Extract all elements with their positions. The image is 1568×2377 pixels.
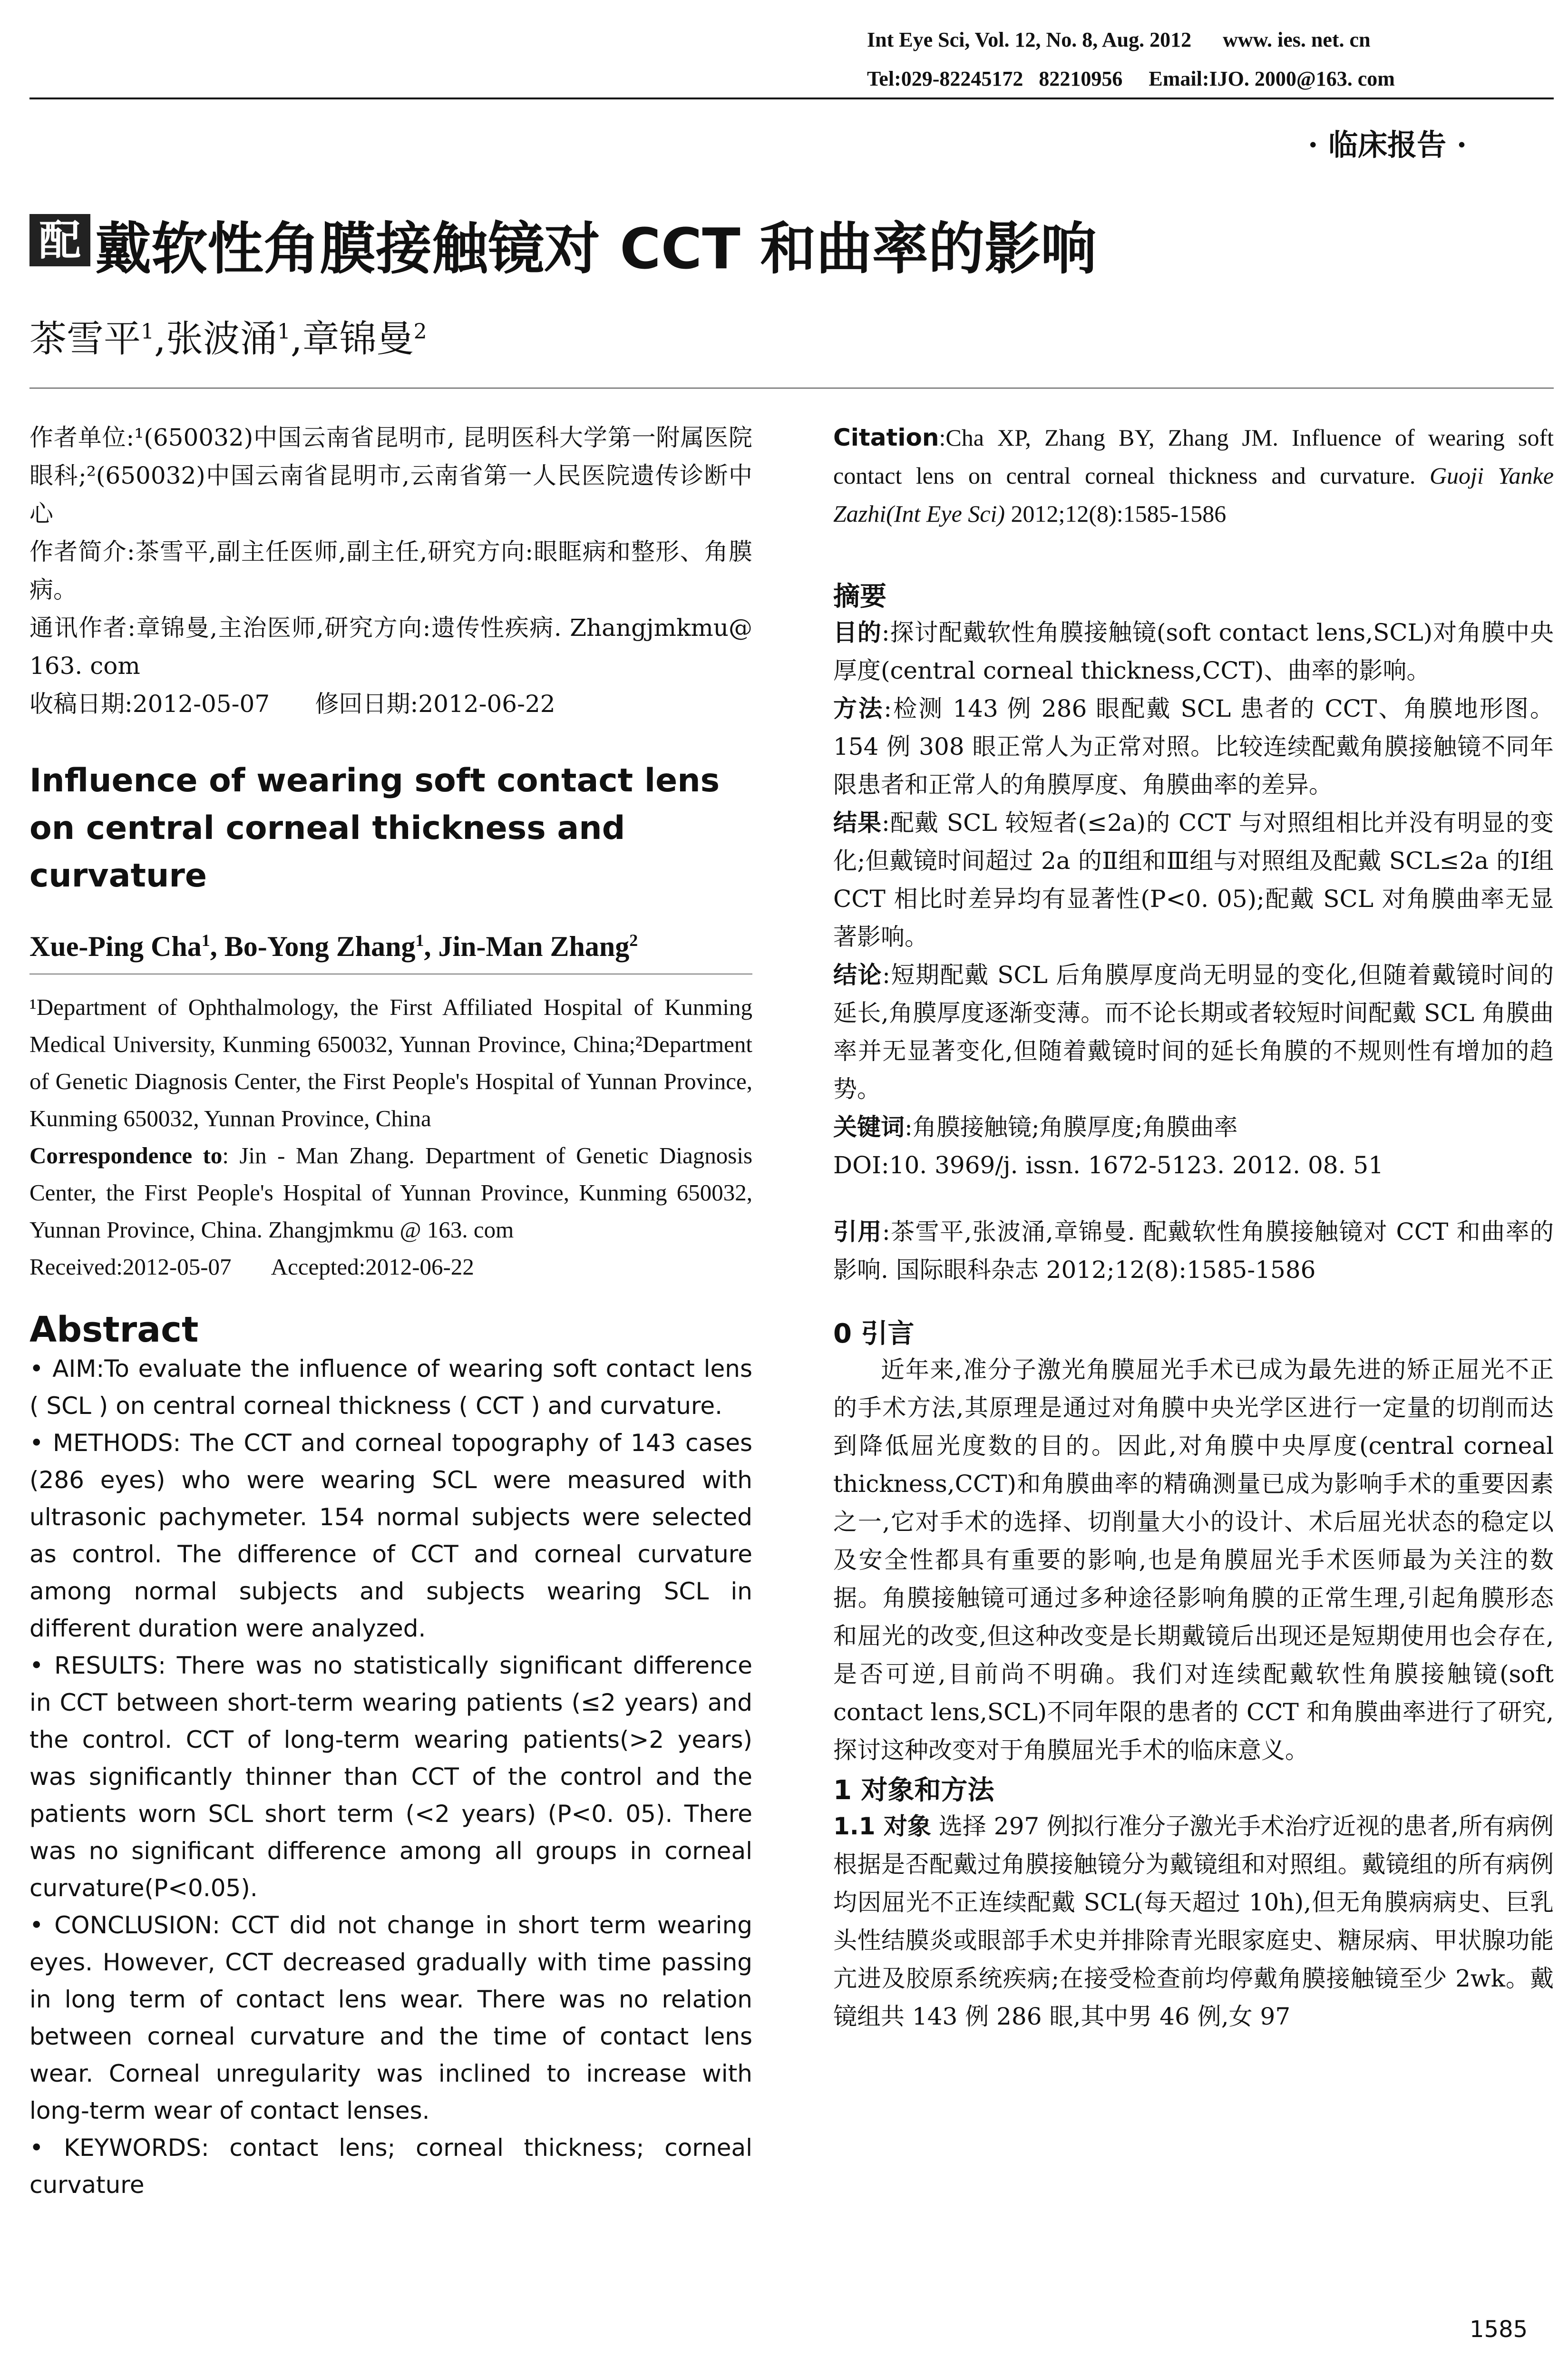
article-title: 戴软性角膜接触镜对 CCT 和曲率的影响 <box>95 216 1097 282</box>
en-author-3-sup: 2 <box>629 931 638 950</box>
author-sep: , <box>290 318 302 360</box>
correspondence-text: : Jin - Man Zhang. Department of Genetic Diagnosis Center, the First People's Hospital of Yunnan Province, Kunming 650032, Yunnan Province, China. Zhangjmkmu @ 163. com <box>29 1142 753 1243</box>
en-author-2-sup: 1 <box>415 931 424 950</box>
title-initial-box: 配 <box>29 214 90 266</box>
subjects-text <box>833 1807 1554 2036</box>
abstract-heading: Abstract <box>29 1309 199 1350</box>
purpose-text: :探讨配戴软性角膜接触镜(soft contact lens,SCL)对角膜中央厚度(central corneal thickness,CCT)、曲率的影响。 <box>833 619 1554 684</box>
authors-rule <box>29 963 752 974</box>
en-author-1-sup: 1 <box>201 931 210 950</box>
en-author-1: Xue-Ping Cha <box>29 931 202 962</box>
doi: DOI:10. 3969/j. issn. 1672-5123. 2012. 08. 51 <box>833 1151 1384 1179</box>
subjects-label: 1.1 对象 <box>833 1812 931 1840</box>
author-2-sup: 1 <box>277 320 291 344</box>
correspondence-cn: 通讯作者:章锦曼,主治医师,研究方向:遗传性疾病. Zhangjmkmu@ 163. com <box>29 614 752 680</box>
result-text: :配戴 SCL 较短者(≤2a)的 CCT 与对照组相比并没有明显的变化;但戴镜时间超过 2a 的Ⅱ组和Ⅲ组与对照组及配戴 SCL≤2a 的Ⅰ组 CCT 相比时差异均有显著性(P<0. 05);配戴 SCL 对角膜曲率无显著影响。 <box>833 809 1554 951</box>
author-3-sup: 2 <box>413 320 427 344</box>
abstract-results: • RESULTS: There was no statistically significant difference in CCT between short-term wearing patients (≤2 years) and the control. CCT of long-term wearing patients(>2 years) was significantly thinner than CCT of the control and the patients worn SCL short term (<2 years) (P<0. 05). There was no significant difference among all groups in corneal curvature(P<0.05). <box>29 1652 752 1902</box>
abstract-cn-purpose <box>833 614 1554 690</box>
citation-en <box>833 419 1554 533</box>
en-author-2: Bo-Yong Zhang <box>224 931 416 962</box>
author-2: 张波涌 <box>166 318 277 360</box>
keywords-text: :角膜接触镜;角膜厚度;角膜曲率 <box>905 1113 1238 1141</box>
en-author-3: Jin-Man Zhang <box>438 931 630 962</box>
abstract-cn-keywords <box>833 1108 1554 1146</box>
author-1: 茶雪平 <box>29 318 141 360</box>
conclusion-label: 结论 <box>833 961 883 989</box>
author-1-sup: 1 <box>141 320 155 344</box>
author-3: 章锦曼 <box>302 318 414 360</box>
method-label: 方法 <box>833 695 884 722</box>
abstract-methods: • METHODS: The CCT and corneal topography of 143 cases (286 eyes) who were wearing SCL were measured with ultrasonic pachymeter. 154 normal subjects were selected as control. The difference of CCT and corneal curvature among normal subjects and subjects wearing SCL in different duration were analyzed. <box>29 1429 752 1642</box>
english-authors: Xue-Ping Cha$^1$, Bo-Yong Zhang$^1$, Jin-Man Zhang$^2$ <box>29 931 638 962</box>
citation-tail: 2012;12(8):1585-1586 <box>1011 500 1227 527</box>
abstract-aim: • AIM:To evaluate the influence of wearing soft contact lens ( SCL ) on central corneal thickness ( CCT ) and curvature. <box>29 1355 752 1420</box>
journal-header-line: Int Eye Sci, Vol. 12, No. 8, Aug. 2012 www. ies. net. cn <box>867 28 1371 51</box>
title-rule <box>29 388 1554 389</box>
methods-heading: 1 对象和方法 <box>833 1775 994 1806</box>
intro-heading: 0 引言 <box>833 1318 915 1349</box>
abstract-cn-method <box>833 690 1554 804</box>
affiliation-cn: 作者单位:¹(650032)中国云南省昆明市, 昆明医科大学第一附属医院眼科;²(650032)中国云南省昆明市,云南省第一人民医院遗传诊断中心 <box>29 424 752 527</box>
journal-contact-line: Tel:029-82245172 82210956 Email:IJO. 2000@163. com <box>867 67 1395 90</box>
correspondence-en <box>29 1137 752 1248</box>
result-label: 结果 <box>833 809 882 837</box>
right-column <box>833 419 1554 2036</box>
citation-cn <box>833 1213 1554 1289</box>
dates-en: Received:2012-05-07 Accepted:2012-06-22 <box>29 1254 474 1280</box>
abstract-cn-heading: 摘要 <box>833 581 886 612</box>
section-tag: · 临床报告 · <box>1308 127 1467 162</box>
page-number: 1585 <box>1470 2316 1528 2343</box>
abstract-conclusion: • CONCLUSION: CCT did not change in short term wearing eyes. However, CCT decreased gradually with time passing in long term of contact lens wear. There was no relation between corneal curvature and the time of contact lens wear. Corneal unregularity was inclined to increase with long-term wear of contact lenses. <box>29 1911 752 2124</box>
author-sep: , <box>154 318 166 360</box>
left-column <box>29 419 752 2203</box>
abstract-cn-conclusion <box>833 956 1554 1108</box>
subjects-body: 选择 297 例拟行准分子激光手术治疗近视的患者,所有病例根据是否配戴过角膜接触镜分为戴镜组和对照组。戴镜组的所有病例均因屈光不正连续配戴 SCL(每天超过 10h),但无角膜病病史、巨乳头性结膜炎或眼部手术史并排除青光眼家庭史、糖尿病、甲状腺功能亢进及胶原系统疾病;在接受检查前均停戴角膜接触镜至少 2wk。戴镜组共 143 例 286 眼,其中男 46 例,女 97 <box>833 1812 1554 2030</box>
citation-journal: Guoji Yanke Zazhi(Int Eye Sci) <box>833 462 1554 527</box>
intro-text: 近年来,准分子激光角膜屈光手术已成为最先进的矫正屈光不正的手术方法,其原理是通过对角膜中央光学区进行一定量的切削而达到降低屈光度数的目的。因此,对角膜中央厚度(central corneal thickness,CCT)和角膜曲率的精确测量已成为影响手术的重要因素之一,它对手术的选择、切削量大小的设计、术后屈光状态的稳定以及安全性都具有重要的影响,也是角膜屈光手术医师最为关注的数据。角膜接触镜可通过多种途径影响角膜的正常生理,引起角膜形态和屈光的改变,但这种改变是长期戴镜后出现还是短期使用也会存在,是否可逆,目前尚不明确。我们对连续配戴软性角膜接触镜(soft contact lens,SCL)不同年限的患者的 CCT 和角膜曲率进行了研究,探讨这种改变对于角膜屈光手术的临床意义。 <box>833 1356 1554 1764</box>
correspondence-label: Correspondence to <box>29 1142 223 1169</box>
english-title: Influence of wearing soft contact lens on central corneal thickness and curvature <box>29 762 720 895</box>
keywords-label: 关键词 <box>833 1113 905 1141</box>
header-rule <box>29 97 1554 99</box>
abstract-keywords: • KEYWORDS: contact lens; corneal thickness; corneal curvature <box>29 2134 752 2199</box>
citation-cn-label: 引用 <box>833 1218 882 1246</box>
purpose-label: 目的 <box>833 619 882 646</box>
citation-text: :Cha XP, Zhang BY, Zhang JM. Influence of wearing soft contact lens on central corneal thickness and curvature. <box>833 424 1554 489</box>
abstract-cn-result <box>833 804 1554 956</box>
citation-label: Citation <box>833 424 939 451</box>
author-bio-cn: 作者简介:茶雪平,副主任医师,副主任,研究方向:眼眶病和整形、角膜病。 <box>29 538 752 604</box>
citation-cn-text: :茶雪平,张波涌,章锦曼. 配戴软性角膜接触镜对 CCT 和曲率的影响. 国际眼科杂志 2012;12(8):1585-1586 <box>833 1218 1554 1284</box>
dates-cn: 收稿日期:2012-05-07 修回日期:2012-06-22 <box>29 690 555 718</box>
authors-cn <box>29 309 427 362</box>
method-text: :检测 143 例 286 眼配戴 SCL 患者的 CCT、角膜地形图。154 例 308 眼正常人为正常对照。比较连续配戴角膜接触镜不同年限患者和正常人的角膜厚度、角膜曲率的差异。 <box>833 695 1554 799</box>
conclusion-text: :短期配戴 SCL 后角膜厚度尚无明显的变化,但随着戴镜时间的延长,角膜厚度逐渐变薄。而不论长期或者较短时间配戴 SCL 角膜曲率并无显著变化,但随着戴镜时间的延长角膜的不规则性有增加的趋势。 <box>833 961 1554 1103</box>
affiliation-en: ¹Department of Ophthalmology, the First Affiliated Hospital of Kunming Medical University, Kunming 650032, Yunnan Province, China;²Department of Genetic Diagnosis Center, the First People's Hospital of Yunnan Province, Kunming 650032, Yunnan Province, China <box>29 994 752 1131</box>
